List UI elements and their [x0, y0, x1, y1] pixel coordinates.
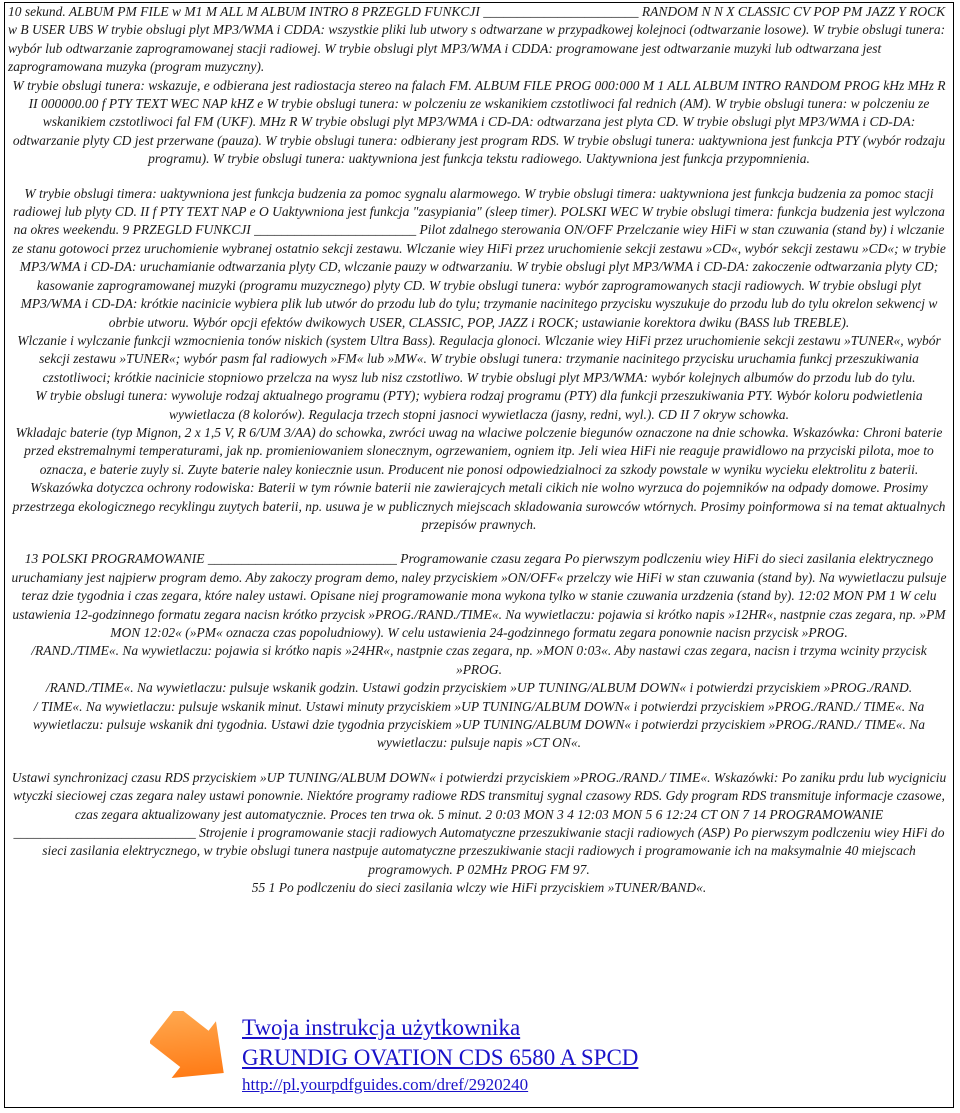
paragraph-ultra-bass: Wlczanie i wylczanie funkcji wzmocnienia tonów niskich (system Ultra Bass). Regulacja glonoci. Wlczanie wiey HiFi przez uruchomienie sekcji zestawu »TUNER«, wybór sekcji zestawu »TUNER«; wybór pasm fal radiowych »FM« lub »MW«. W trybie obslugi tunera: trzymanie nacinitego przycisku uruchamia funkcj przeszukiwania czstotliwoci; krótkie nacinicie stopniowo przelcza na wysz lub nisz czstotliwo. W trybie obslugi plyt MP3/WMA: wybór kolejnych albumów do przodu lub do tylu.	[17, 332, 941, 385]
paragraph-clock-programming: 13 POLSKI PROGRAMOWANIE ____________________________ Programowanie czasu zegara Po pierwszym podlczeniu wiey HiFi do sieci zasilania elektrycznego uruchamiany jest najpierw program demo. Aby zakoczy program demo, naley przyciskiem »ON/OFF« przelczy wie HiFi w stan czuwania (stand by). Na wywietlaczu pulsuje teraz dzie tygodnia i czas zegara, które naley ustawi. Opisane niej programowanie mona wykona tylko w stanie czuwania urzdzenia (stand by). 12:02 MON PM 1 W celu ustawienia 12-godzinnego formatu zegara nacisn krótko przycisk »PROG./RAND./TIME«. Na wywietlaczu: pojawia si krótko napis »12HR«, nastpnie czas zegara, np. »PM MON 12:02« (»PM« oznacza czas popoludniowy). W celu ustawienia 24-godzinnego formatu zegara ponownie nacisn przycisk »PROG.	[11, 551, 947, 640]
paragraph-tuner-indicators: W trybie obslugi tunera: wskazuje, e odbierana jest radiostacja stereo na falach FM. ALBUM FILE PROG 000:000 M 1 ALL ALBUM INTRO RANDOM PROG kHz MHz R II 000000.00 f PTY TEXT WEC NAP kHZ e W trybie obslugi tunera: w polczeniu ze wskanikiem czstotliwoci fal rednich (AM). W trybie obslugi tunera: w polczeniu ze wskanikiem czstotliwoci fal FM (UKF). MHz R W trybie obslugi plyt MP3/WMA i CD-DA: odtwarzana jest plyta CD. W trybie obslugi plyt MP3/WMA i CD-DA: odtwarzanie plyty CD jest przerwane (pauza). W trybie obslugi tunera: odbierany jest program RDS. W trybie obslugi tunera: uaktywniona jest funkcja PTY (wybór rodzaju programu). W trybie obslugi tunera: uaktywniona jest funkcja tekstu radiowego. Uaktywniona jest funkcja przypomnienia.	[12, 77, 946, 167]
paragraph-minutes: / TIME«. Na wywietlaczu: pulsuje wskanik minut. Ustawi minuty przyciskiem »UP TUNING/ALBUM DOWN« i potwierdzi przyciskiem »PROG./RAND./ TIME«. Na wywietlaczu: pulsuje wskanik dni tygodnia. Ustawi dzie tygodnia przyciskiem »UP TUNING/ALBUM DOWN« i potwierdzi przyciskiem »PROG./RAND./ TIME«. Na wywietlaczu: pulsuje napis »CT ON«.	[32, 698, 926, 751]
paragraph-rds-sync: Ustawi synchronizacj czasu RDS przyciskiem »UP TUNING/ALBUM DOWN« i potwierdzi przyciskiem »PROG./RAND./ TIME«. Wskazówki: Po zaniku prdu lub wycigniciu wtyczki sieciowej czas zegara naley ustawi ponownie. Niektóre programy radiowe RDS transmituj sygnal czasowy RDS. Gdy program RDS transmituje informacje czasowe, czas zegara aktualizowany jest automatycznie. Proces ten trwa ok. 5 minut. 2 0:03 MON 3 4 12:03 MON 5 6 12:24 CT ON 7 14 PROGRAMOWANIE ___________________________ Strojenie i programowanie stacji radiowych Automatyczne przeszukiwanie stacji radiowych (ASP) Po pierwszym podlczeniu wiey HiFi do sieci zasilania elektrycznego, w trybie obslugi tunera nastpuje automatyczne przeszukiwanie stacji radiowych i programowanie ich na maksymalnie 40 miejscach programowych. P 02MHz PROG FM 97.	[11, 769, 947, 877]
guide-banner	[150, 1011, 750, 1103]
orange-arrow-icon	[150, 1011, 236, 1091]
document-page	[4, 2, 954, 1108]
paragraph-remote-control: W trybie obslugi timera: uaktywniona jest funkcja budzenia za pomoc sygnalu alarmowego. W trybie obslugi timera: uaktywniona jest funkcja budzenia za pomoc stacji radiowej lub plyty CD. II f PTY TEXT NAP e O Uaktywniona jest funkcja "zasypiania" (sleep timer). POLSKI WEC W trybie obslugi timera: funkcja budzenia jest wylczona na okres weekendu. 9 PRZEGLD FUNKCJI ________________________ Pilot zdalnego sterowania ON/OFF Przelczanie wiey HiFi w stan czuwania (stand by) i wlczanie ze stanu gotowoci przez uruchomienie wybranej ostatnio sekcji zestawu. Wlczanie wiey HiFi przez uruchomienie sekcji zestawu »CD«, wybór sekcji zestawu »CD«; w trybie MP3/WMA i CD-DA: uruchamianie odtwarzania plyty CD, wlczanie pauzy w odtwarzaniu. W trybie obslugi plyt MP3/WMA i CD-DA: zakoczenie odtwarzania plyty CD; kasowanie zaprogramowanej muzyki (programu muzycznego) plyty CD. W trybie obslugi tunera: wybór zaprogramowanych stacji radiowych. W trybie obslugi plyt MP3/WMA i CD-DA: krótkie nacinicie wybiera plik lub utwór do przodu lub do tylu; trzymanie nacinitego przycisku wyszukuje do przodu lub do tylu okrelon sekwencj w obrbie utworu. Wybór opcji efektów dwikowych USER, CLASSIC, POP, JAZZ i ROCK; ustawianie korektora dwiku (BASS lub TREBLE).	[12, 185, 946, 330]
paragraph-24hr: /RAND./TIME«. Na wywietlaczu: pojawia si krótko napis »24HR«, nastpnie czas zegara, np. »MON 0:03«. Aby nastawi czas zegara, nacisn i trzyma wcinity przycisk »PROG.	[31, 643, 927, 677]
paragraph-hours: /RAND./TIME«. Na wywietlaczu: pulsuje wskanik godzin. Ustawi godzin przyciskiem »UP TUNING/ALBUM DOWN« i potwierdzi przyciskiem »PROG./RAND.	[45, 680, 913, 696]
guide-url-link[interactable]: http://pl.yourpdfguides.com/dref/2920240	[242, 1075, 529, 1094]
product-name-link[interactable]: GRUNDIG OVATION CDS 6580 A SPCD	[242, 1045, 639, 1070]
paragraph-display-indicators: 10 sekund. ALBUM PM FILE w M1 M ALL M ALBUM INTRO 8 PRZEGLD FUNKCJI _______________________ RANDOM N N X CLASSIC CV POP PM JAZZ Y ROCK w B USER UBS W trybie obslugi plyt MP3/WMA i CDDA: wszystkie pliki lub utwory s odtwarzane w przypadkowej kolejnoci (odtwarzanie losowe). W trybie obslugi tunera: wybór lub odtwarzanie zaprogramowanej stacji radiowej. W trybie obslugi plyt MP3/WMA i CDDA: programowane jest odtwarzanie muzyki lub odtwarzana jest zaprogramowana muzyka (program muzyczny).	[8, 4, 946, 75]
paragraph-pty: W trybie obslugi tunera: wywoluje rodzaj aktualnego programu (PTY); wybiera rodzaj programu (PTY) dla funkcji przeszukiwania PTY. Wybór koloru podwietlenia wywietlacza (8 kolorów). Regulacja trzech stopni jasnoci wywietlacza (jasny, redni, wyl.). CD II 7 okryw schowka.	[35, 388, 923, 422]
manual-title-link[interactable]: Twoja instrukcja użytkownika	[242, 1015, 521, 1040]
paragraph-batteries: Wkladajc baterie (typ Mignon, 2 x 1,5 V, R 6/UM 3/AA) do schowka, zwróci uwag na wlaciwe polczenie biegunów oznaczone na dnie schowka. Wskazówka: Chroni baterie przed ekstremalnymi temperaturami, jak np. promieniowaniem slonecznym, ogrzewaniem, ogniem itp. Jeli wiea HiFi nie reaguje prawidlowo na przyciski pilota, moe to oznacza, e baterie zuyly si. Zuyte baterie naley koniecznie usun. Producent nie ponosi odpowiedzialnoci za szkody powstale w wyniku wycieku elektrolitu z baterii. Wskazówka dotyczca ochrony rodowiska: Baterii w tym równie baterii nie zawierajcych metali cikich nie wolno wyrzuca do pojemników na odpady domowe. Prosimy przestrzega ekologicznego recyklingu zuytych baterii, np. usuwa je w publicznych miejscach skladowania surowców wtórnych. Prosimy poinformowa si na temat aktualnych przepisów prawnych.	[12, 424, 946, 532]
paragraph-tuner-band: 55 1 Po podlczeniu do sieci zasilania wlczy wie HiFi przyciskiem »TUNER/BAND«.	[251, 880, 707, 896]
